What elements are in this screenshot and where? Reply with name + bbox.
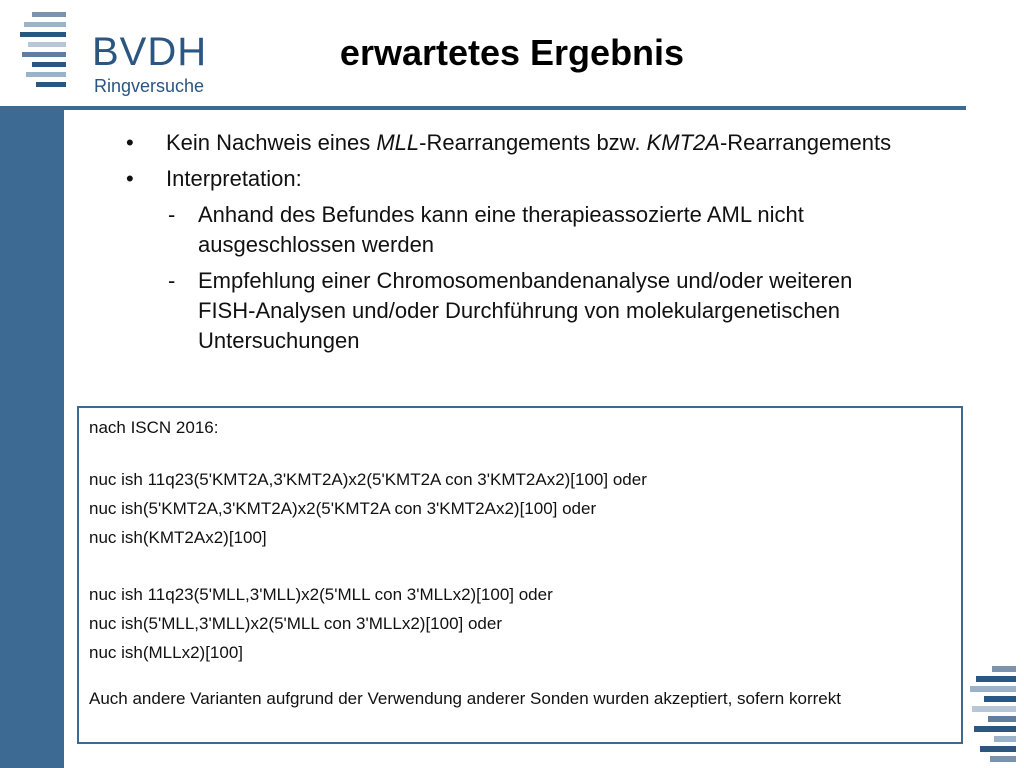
notation-line: nuc ish(5'KMT2A,3'KMT2A)x2(5'KMT2A con 3'KMT2Ax2)[100] oder [89,499,597,518]
notation-line: nuc ish(MLLx2)[100] [89,643,244,662]
notation-line: nuc ish(5'MLL,3'MLL)x2(5'MLL con 3'MLLx2)[100] oder [89,614,503,633]
dash-mark: - [168,268,176,293]
sub-item: - Anhand des Befundes kann eine therapieassozierte AML nicht ausgeschlossen werden [168,202,804,257]
notation-line: nuc ish(KMT2Ax2)[100] [89,528,267,547]
notation-line: nuc ish 11q23(5'MLL,3'MLL)x2(5'MLL con 3'MLLx2)[100] oder [89,585,553,604]
header-rule [0,106,966,110]
slide-title: erwartetes Ergebnis [339,32,685,73]
iscn-notation-box [77,406,963,744]
logo-wordmark: BVDH [92,30,208,74]
dash-mark: - [168,202,176,227]
sub-item: - Empfehlung einer Chromosomenbandenanalyse und/oder weiteren FISH-Analysen und/oder Durchführung von molekulargenetischen Untersuchungen [168,268,853,353]
box-footer-note: Auch andere Varianten aufgrund der Verwendung anderer Sonden wurden akzeptiert, sofern korrekt [89,689,841,708]
box-heading: nach ISCN 2016: [89,418,219,437]
left-accent-bar [0,108,64,768]
bullet-item: • Kein Nachweis eines MLL-Rearrangements bzw. KMT2A-Rearrangements [120,128,980,158]
notation-line: nuc ish 11q23(5'KMT2A,3'KMT2A)x2(5'KMT2A con 3'KMT2Ax2)[100] oder [89,470,647,489]
bullet-mark: • [126,166,134,191]
slide-content [120,128,980,362]
bullet-mark: • [126,130,134,155]
bullet-item: • Interpretation: [120,164,980,194]
corner-stripes-decoration [966,664,1022,768]
logo-subtitle: Ringversuche [94,76,205,96]
